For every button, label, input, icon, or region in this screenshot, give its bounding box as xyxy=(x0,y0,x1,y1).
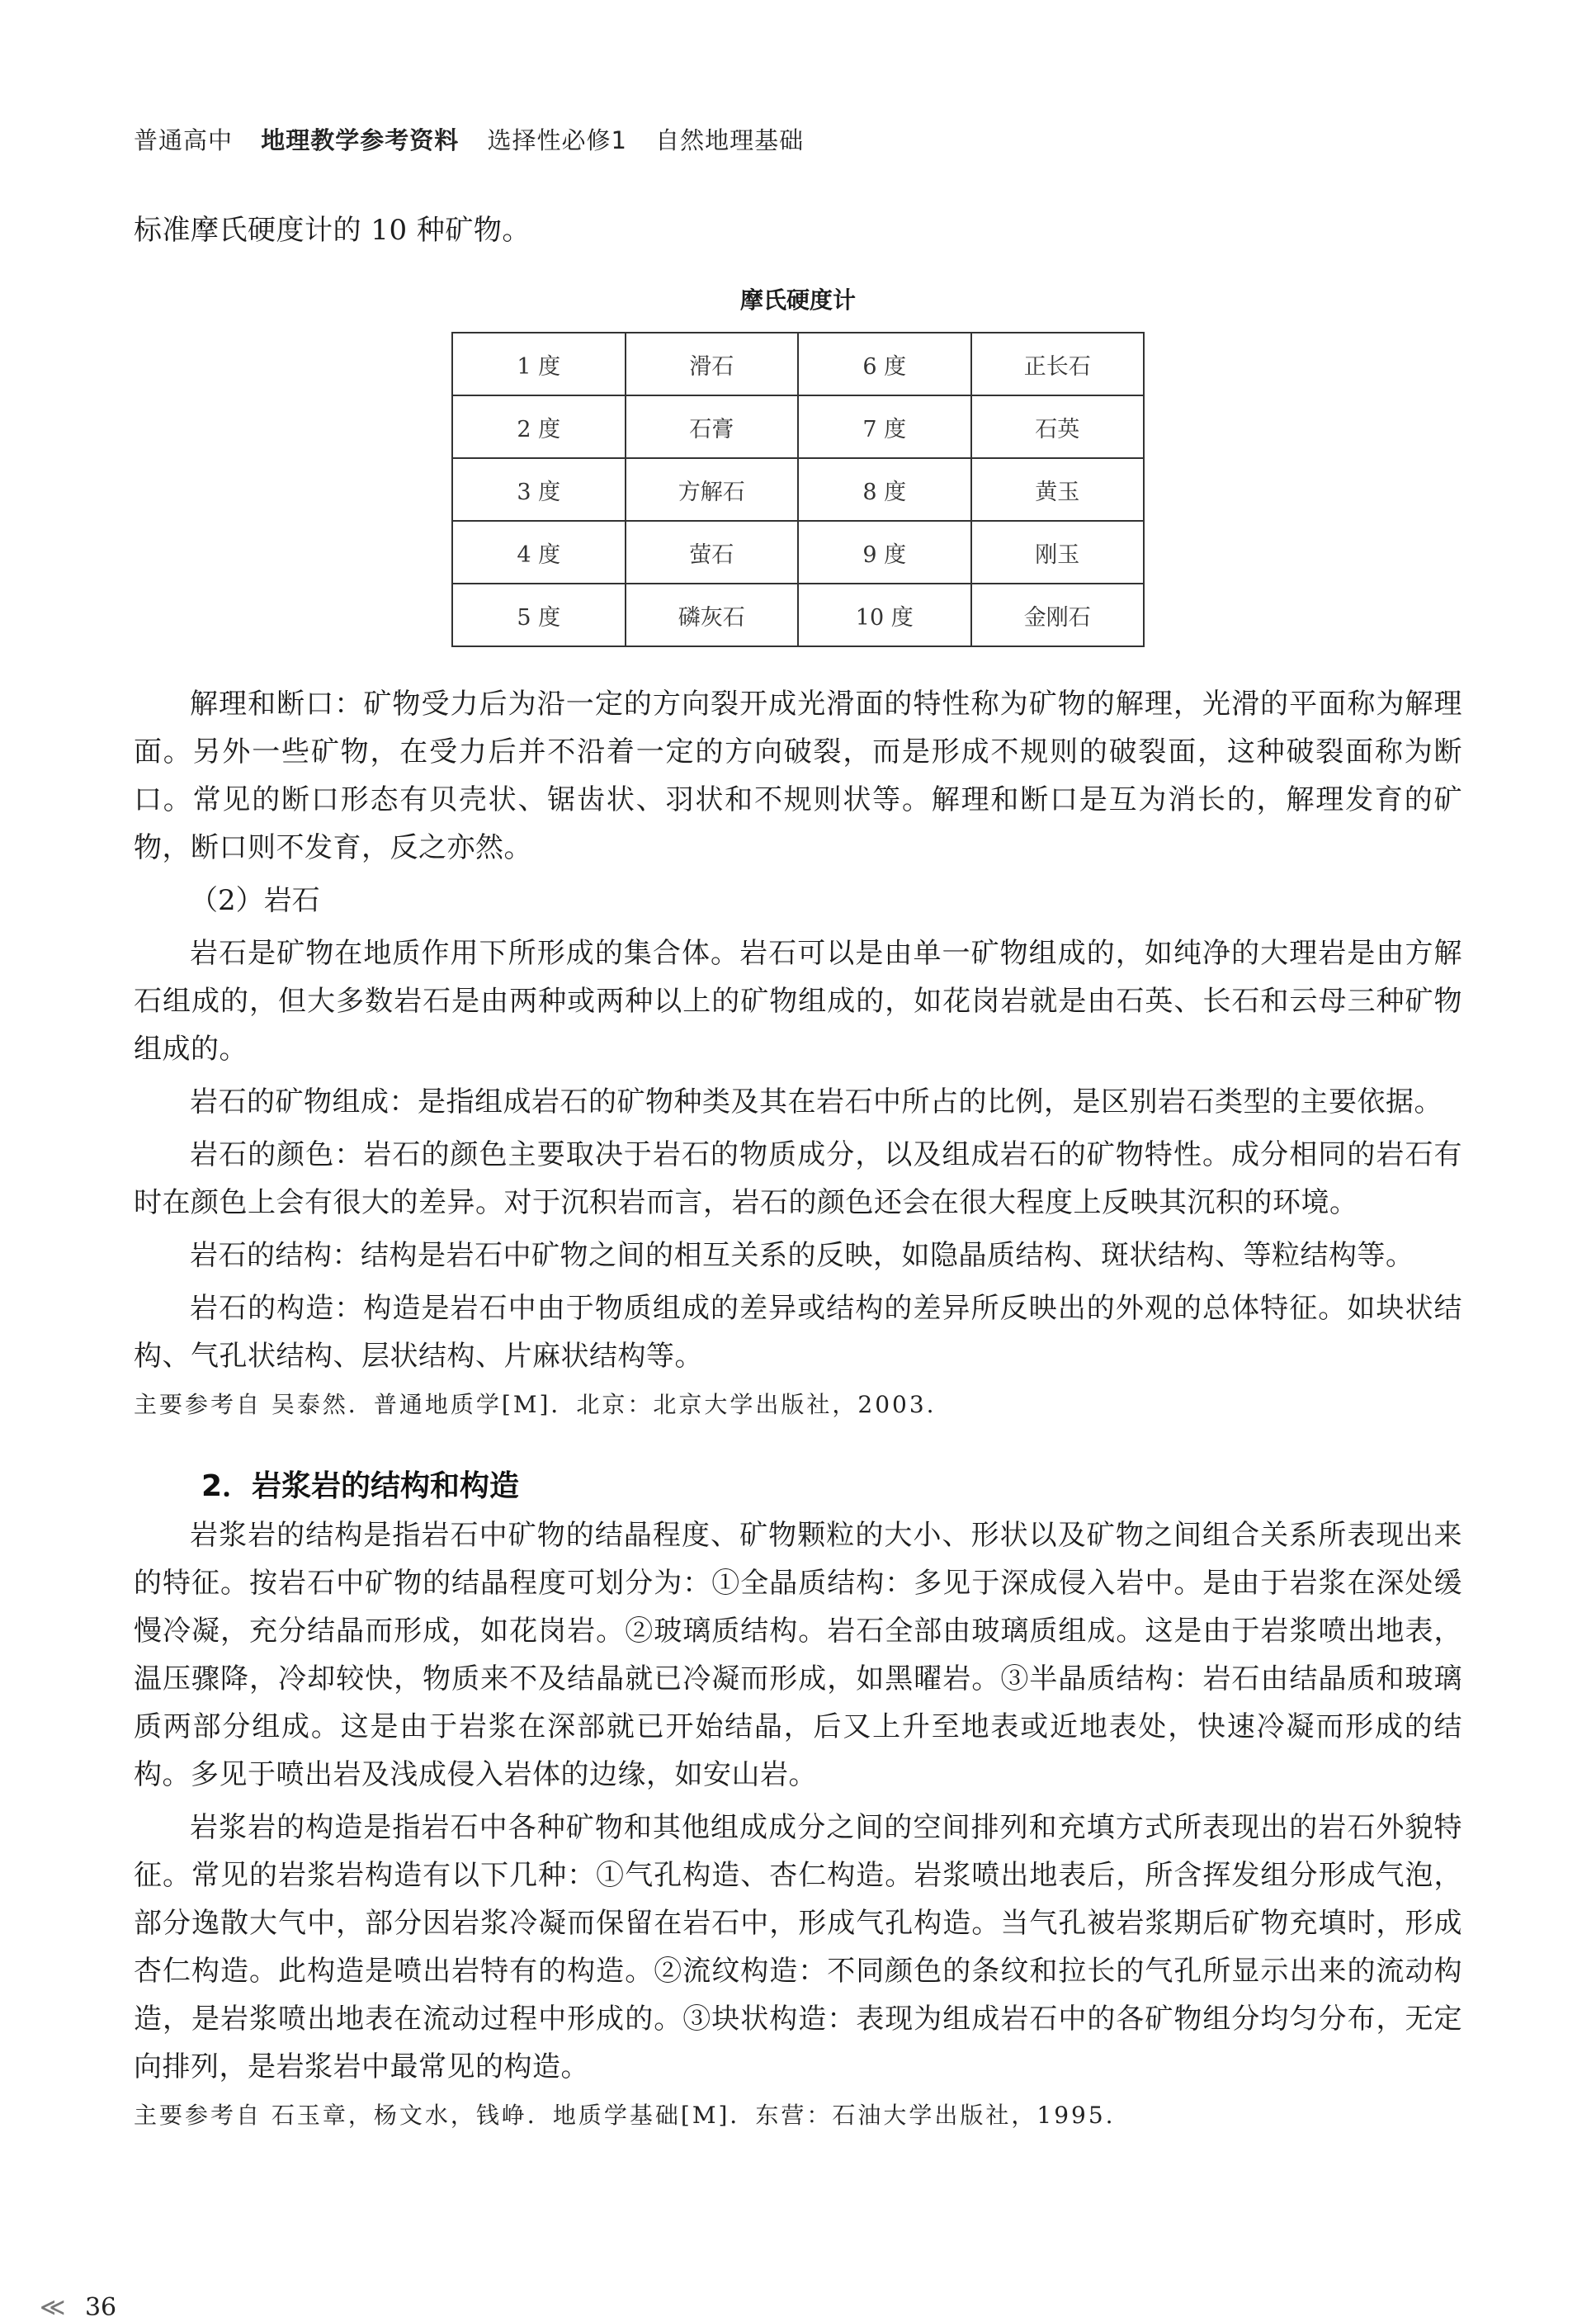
table-title: 摩氏硬度计 xyxy=(739,286,856,314)
table-cell: 1 度 xyxy=(452,333,626,395)
paragraph: 岩石的构造：构造是岩石中由于物质组成的差异或结构的差异所反映出的外观的总体特征。如块状结构、气孔状结构、层状结构、片麻状结构等。 xyxy=(134,1292,1462,1373)
rock-section xyxy=(134,929,1462,1380)
paragraph: 岩石的结构：结构是岩石中矿物之间的相互关系的反映，如隐晶质结构、斑状结构、等粒结构等。 xyxy=(190,1239,1414,1272)
table-cell: 6 度 xyxy=(798,333,971,395)
header-book-title: 地理教学参考资料 xyxy=(261,126,460,154)
table-cell: 3 度 xyxy=(452,458,626,521)
table-cell: 方解石 xyxy=(626,458,799,521)
page-footer xyxy=(40,2293,116,2322)
section-2-title: 2．岩浆岩的结构和构造 xyxy=(201,1469,520,1503)
header-series: 普通高中 xyxy=(134,126,234,154)
table-cell: 石英 xyxy=(971,395,1145,458)
page-content xyxy=(134,206,1462,2173)
table-cell: 7 度 xyxy=(798,395,971,458)
mohs-hardness-table xyxy=(451,332,1145,647)
paragraph: 岩石的颜色：岩石的颜色主要取决于岩石的物质成分，以及组成岩石的矿物特性。成分相同的岩石有时在颜色上会有很大的差异。对于沉积岩而言，岩石的颜色还会在很大程度上反映其沉积的环境。 xyxy=(134,1138,1462,1219)
table-row xyxy=(452,395,1144,458)
paragraph: 岩浆岩的构造是指岩石中各种矿物和其他组成成分之间的空间排列和充填方式所表现出的岩石外貌特征。常见的岩浆岩构造有以下几种：①气孔构造、杏仁构造。岩浆喷出地表后，所含挥发组分形成气泡，部分逸散大气中，部分因岩浆冷凝而保留在岩石中，形成气孔构造。当气孔被岩浆期后矿物充填时，形成杏仁构造。此构造是喷出岩特有的构造。②流纹构造：不同颜色的条纹和拉长的气孔所显示出来的流动构造，是岩浆喷出地表在流动过程中形成的。③块状构造：表现为组成岩石中的各矿物组分均匀分布，无定向排列，是岩浆岩中最常见的构造。 xyxy=(134,1811,1462,2083)
paragraph: 岩石的矿物组成：是指组成岩石的矿物种类及其在岩石中所占的比例，是区别岩石类型的主要依据。 xyxy=(190,1085,1443,1118)
table-cell: 10 度 xyxy=(798,584,971,646)
running-header xyxy=(134,122,824,156)
intro-line: 标准摩氏硬度计的 10 种矿物。 xyxy=(134,214,531,247)
table-cell: 2 度 xyxy=(452,395,626,458)
table-cell: 8 度 xyxy=(798,458,971,521)
table-cell: 磷灰石 xyxy=(626,584,799,646)
paragraph: 岩石是矿物在地质作用下所形成的集合体。岩石可以是由单一矿物组成的，如纯净的大理岩是由方解石组成的，但大多数岩石是由两种或两种以上的矿物组成的，如花岗岩就是由石英、长石和云母三种矿物组成的。 xyxy=(134,937,1462,1066)
table-cell: 9 度 xyxy=(798,521,971,584)
table-row xyxy=(452,458,1144,521)
table-cell: 刚玉 xyxy=(971,521,1145,584)
table-cell: 萤石 xyxy=(626,521,799,584)
table-cell: 4 度 xyxy=(452,521,626,584)
igneous-section xyxy=(134,1511,1462,2091)
rock-subheading: （2）岩石 xyxy=(190,884,320,917)
reference-1: 主要参考自 吴泰然．普通地质学[M]．北京：北京大学出版社，2003. xyxy=(134,1391,937,1418)
paragraph: 解理和断口：矿物受力后为沿一定的方向裂开成光滑面的特性称为矿物的解理，光滑的平面称为解理面。另外一些矿物，在受力后并不沿着一定的方向破裂，而是形成不规则的破裂面，这种破裂面称为断口。常见的断口形态有贝壳状、锯齿状、羽状和不规则状等。解理和断口是互为消长的，解理发育的矿物，断口则不发育，反之亦然。 xyxy=(134,688,1462,864)
table-cell: 正长石 xyxy=(971,333,1145,395)
cleavage-section xyxy=(134,680,1462,872)
table-row xyxy=(452,333,1144,395)
table-cell: 金刚石 xyxy=(971,584,1145,646)
header-subject: 自然地理基础 xyxy=(655,126,805,154)
table-row xyxy=(452,521,1144,584)
previous-arrows-icon: ≪ xyxy=(40,2293,66,2322)
table-cell: 石膏 xyxy=(626,395,799,458)
paragraph: 岩浆岩的结构是指岩石中矿物的结晶程度、矿物颗粒的大小、形状以及矿物之间组合关系所表现出来的特征。按岩石中矿物的结晶程度可划分为：①全晶质结构：多见于深成侵入岩中。是由于岩浆在深处缓慢冷凝，充分结晶而形成，如花岗岩。②玻璃质结构。岩石全部由玻璃质组成。这是由于岩浆喷出地表，温压骤降，冷却较快，物质来不及结晶就已冷凝而形成，如黑曜岩。③半晶质结构：岩石由结晶质和玻璃质两部分组成。这是由于岩浆在深部就已开始结晶，后又上升至地表或近地表处，快速冷凝而形成的结构。多见于喷出岩及浅成侵入岩体的边缘，如安山岩。 xyxy=(134,1519,1462,1791)
table-cell: 黄玉 xyxy=(971,458,1145,521)
reference-2: 主要参考自 石玉章，杨文水，钱峥．地质学基础[M]．东营：石油大学出版社，1995. xyxy=(134,2102,1116,2129)
page-number: 36 xyxy=(84,2293,117,2322)
table-row xyxy=(452,584,1144,646)
header-volume: 选择性必修1 xyxy=(487,126,627,154)
table-cell: 5 度 xyxy=(452,584,626,646)
table-cell: 滑石 xyxy=(626,333,799,395)
